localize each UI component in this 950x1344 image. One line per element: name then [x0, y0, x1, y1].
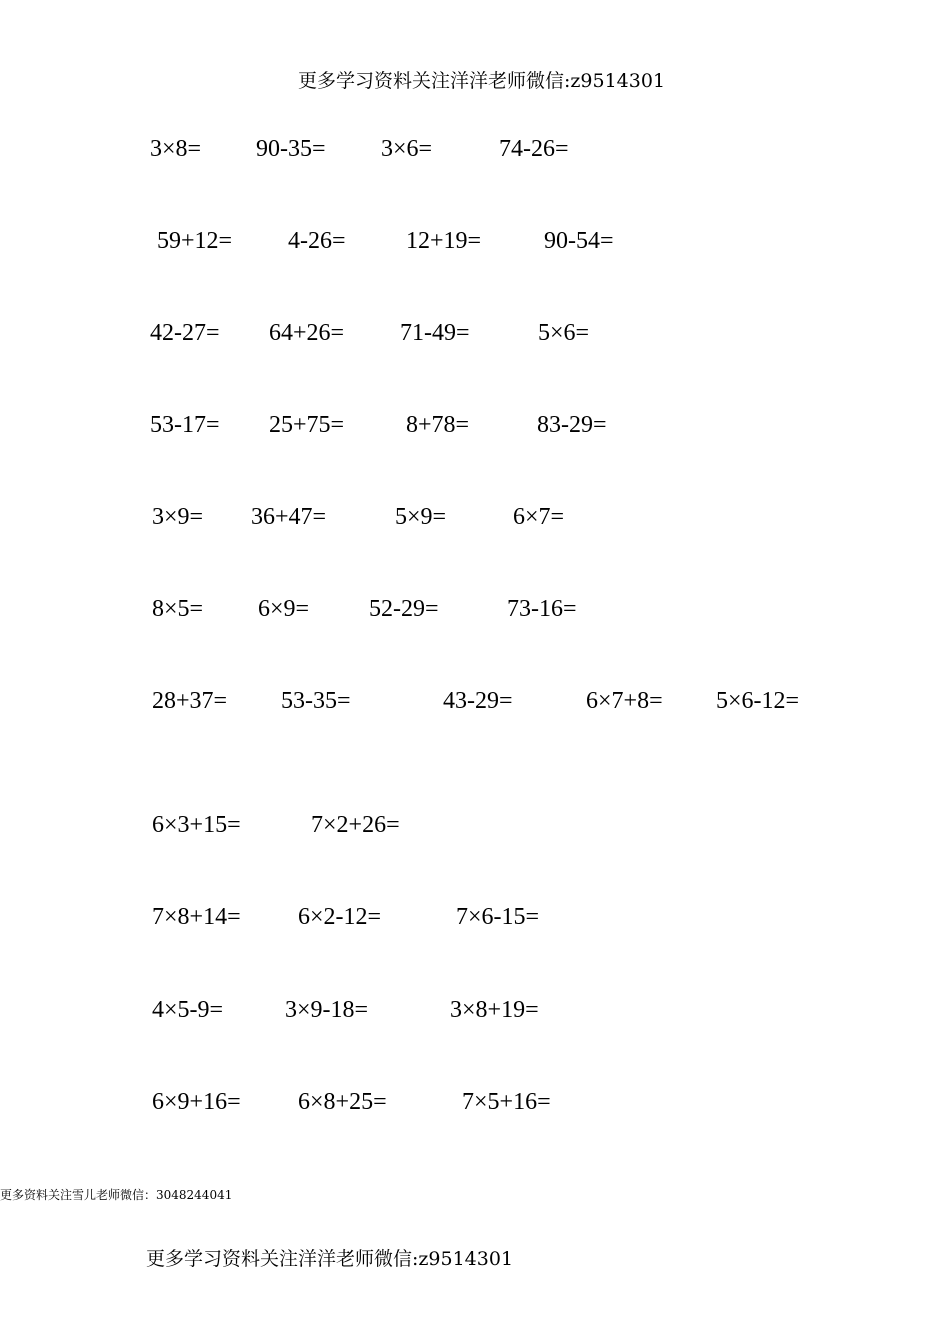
- exercise: 90-35=: [256, 136, 326, 162]
- exercise: 53-35=: [281, 688, 351, 714]
- exercise: 7×2+26=: [311, 812, 400, 838]
- exercise: 25+75=: [269, 412, 345, 438]
- exercise: 6×7=: [513, 504, 565, 530]
- page-footer-watermark: 更多学习资料关注洋洋老师微信:z9514301: [146, 1248, 514, 1270]
- footer-side-watermark: 更多资料关注雪儿老师微信：3048244041: [0, 1188, 233, 1202]
- exercise-row: [0, 997, 950, 1027]
- exercise: 3×9-18=: [285, 997, 369, 1023]
- exercise: 43-29=: [443, 688, 513, 714]
- exercise: 3×8+19=: [450, 997, 539, 1023]
- exercise: 6×7+8=: [586, 688, 663, 714]
- exercise: 7×5+16=: [462, 1089, 551, 1115]
- exercise-row: [0, 812, 950, 842]
- exercise: 71-49=: [400, 320, 470, 346]
- exercise: 74-26=: [499, 136, 569, 162]
- exercise: 6×8+25=: [298, 1089, 387, 1115]
- exercise: 6×9=: [258, 596, 310, 622]
- exercise: 8×5=: [152, 596, 204, 622]
- exercise: 28+37=: [152, 688, 228, 714]
- exercise-row: [0, 1089, 950, 1119]
- exercise: 90-54=: [544, 228, 614, 254]
- exercise-row: [0, 412, 950, 442]
- exercise-row: [0, 320, 950, 350]
- exercise: 73-16=: [507, 596, 577, 622]
- exercise: 4-26=: [288, 228, 346, 254]
- exercise-row: [0, 596, 950, 626]
- exercise-row: [0, 136, 950, 166]
- exercise: 5×9=: [395, 504, 447, 530]
- exercise: 5×6=: [538, 320, 590, 346]
- exercise-row: [0, 504, 950, 534]
- exercise: 52-29=: [369, 596, 439, 622]
- exercise: 3×8=: [150, 136, 202, 162]
- exercise: 7×6-15=: [456, 904, 540, 930]
- exercise: 42-27=: [150, 320, 220, 346]
- exercise: 36+47=: [251, 504, 327, 530]
- exercise: 59+12=: [157, 228, 233, 254]
- page-header-watermark: 更多学习资料关注洋洋老师微信:z9514301: [298, 70, 666, 92]
- exercise: 6×2-12=: [298, 904, 382, 930]
- exercise: 7×8+14=: [152, 904, 241, 930]
- exercise: 64+26=: [269, 320, 345, 346]
- exercise-row: [0, 904, 950, 934]
- exercise: 4×5-9=: [152, 997, 224, 1023]
- exercise: 6×3+15=: [152, 812, 241, 838]
- exercise: 3×9=: [152, 504, 204, 530]
- exercise: 83-29=: [537, 412, 607, 438]
- exercise: 5×6-12=: [716, 688, 800, 714]
- exercise: 12+19=: [406, 228, 482, 254]
- exercise: 8+78=: [406, 412, 470, 438]
- exercise-row: [0, 688, 950, 718]
- exercise-row: [0, 228, 950, 258]
- exercise: 6×9+16=: [152, 1089, 241, 1115]
- exercise: 3×6=: [381, 136, 433, 162]
- exercise: 53-17=: [150, 412, 220, 438]
